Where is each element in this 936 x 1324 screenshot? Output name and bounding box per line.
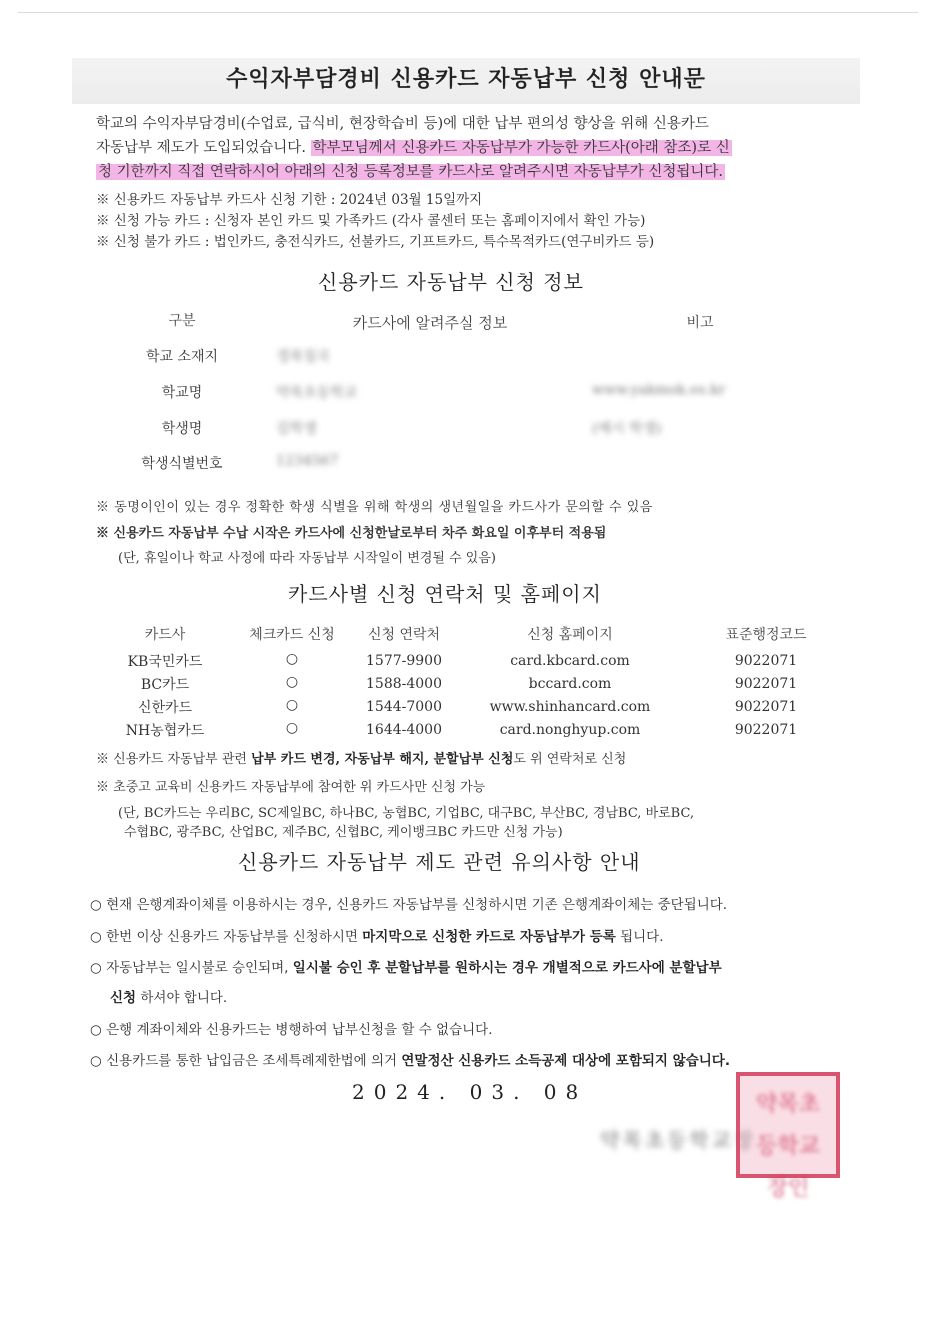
- note-same-name: ※ 동명이인이 있는 경우 정확한 학생 식별을 위해 학생의 생년월일을 카드사가 문의할 수 있음: [96, 500, 653, 515]
- card-row-code: 9022071: [734, 676, 798, 692]
- intro-highlight-2: 청 기한까지 직접 연락하시어 아래의 신청 등록정보를 카드사로 알려주시면 자동납부가 신청됩니다.: [98, 164, 723, 180]
- official-seal: [736, 1072, 840, 1201]
- card-row-homepage: bccard.com: [528, 676, 612, 692]
- note-card-change: [96, 748, 626, 767]
- card-row-code: 9022071: [734, 699, 798, 715]
- card-row-contact: 1588-4000: [366, 676, 442, 692]
- notice-item-2: [90, 925, 664, 945]
- info-value-school: 약목초등학교: [276, 385, 358, 401]
- card-row-contact: 1544-7000: [366, 699, 442, 715]
- notice-item-3: [90, 956, 722, 976]
- document-title: 수익자부담경비 신용카드 자동납부 신청 안내문: [226, 67, 706, 92]
- notice-item-5-a: ○ 신용카드를 통한 납입금은 조세특례제한법에 의거: [90, 1053, 402, 1069]
- card-row-homepage: card.nonghyup.com: [499, 722, 641, 738]
- notice-item-2-a: ○ 한번 이상 신용카드 자동납부를 신청하시면: [90, 929, 363, 945]
- card-row-company: BC카드: [140, 677, 190, 693]
- intro-line-3: [96, 160, 725, 184]
- notice-item-5: [90, 1049, 730, 1069]
- card-row-homepage: www.shinhancard.com: [489, 699, 651, 715]
- issue-date: 2024. 03. 08: [352, 1080, 588, 1104]
- info-label-school: 학교명: [161, 385, 203, 401]
- info-header-info: 카드사에 알려주실 정보: [352, 314, 508, 332]
- notice-item-4: ○ 은행 계좌이체와 신용카드는 병행하여 납부신청을 할 수 없습니다.: [90, 1022, 493, 1038]
- card-row-company: KB국민카드: [127, 654, 203, 670]
- card-header-code: 표준행정코드: [725, 627, 807, 643]
- note-card-change-c: 도 위 연락처로 신청: [513, 752, 627, 767]
- notice-item-3-d: 하셔야 합니다.: [136, 990, 228, 1006]
- card-header-homepage: 신청 홈페이지: [527, 627, 613, 643]
- notice-item-1: ○ 현재 은행계좌이체를 이용하시는 경우, 신용카드 자동납부를 신청하시면 기존 은행계좌이체는 중단됩니다.: [90, 897, 728, 913]
- note-deadline: ※ 신용카드 자동납부 카드사 신청 기한 : 2024년 03월 15일까지: [96, 192, 483, 208]
- signature-name: 약목초등학교장: [600, 1128, 757, 1152]
- card-row-check: ○: [285, 720, 299, 736]
- card-row-homepage: card.kbcard.com: [510, 653, 630, 669]
- info-remark-student: (예시 학생): [592, 421, 662, 437]
- intro-highlight-1: 학부모님께서 신용카드 자동납부가 가능한 카드사(아래 참조)로 신: [312, 140, 730, 156]
- card-header-contact: 신청 연락처: [367, 627, 441, 643]
- info-value-location: 경북칠곡: [276, 349, 331, 365]
- info-label-location: 학교 소재지: [145, 349, 219, 365]
- section3-heading: 신용카드 자동납부 제도 관련 유의사항 안내: [238, 850, 641, 874]
- info-label-student: 학생명: [161, 421, 203, 437]
- info-header-category: 구분: [168, 313, 196, 329]
- card-row-check: ○: [285, 697, 299, 713]
- info-label-student-id: 학생식별번호: [141, 456, 223, 472]
- card-row-check: ○: [285, 674, 299, 690]
- note-eligible-cards: ※ 신청 가능 카드 : 신청자 본인 카드 및 가족카드 (각사 콜센터 또는 홈페이지에서 확인 가능): [96, 213, 646, 229]
- intro-line-2: [96, 136, 732, 160]
- info-remark-school: www.yakmok.es.kr: [592, 382, 726, 398]
- card-row-contact: 1577-9900: [366, 653, 442, 669]
- intro-line-1: 학교의 수익자부담경비(수업료, 급식비, 현장학습비 등)에 대한 납부 편의성 향상을 위해 신용카드: [96, 116, 709, 132]
- notice-item-3-c: 신청: [110, 990, 137, 1006]
- card-row-contact: 1644-4000: [366, 722, 442, 738]
- card-row-code: 9022071: [734, 722, 798, 738]
- notice-item-3-cont: [110, 986, 227, 1006]
- card-row-check: ○: [285, 651, 299, 667]
- notice-item-3-a: ○ 자동납부는 일시불로 승인되며,: [90, 960, 293, 976]
- info-header-remark: 비고: [686, 315, 714, 331]
- section1-heading: 신용카드 자동납부 신청 정보: [318, 270, 584, 294]
- card-row-company: 신한카드: [137, 700, 193, 716]
- official-seal-text: 약목초등학교장인: [756, 1092, 820, 1201]
- note-participating-only: ※ 초중고 교육비 신용카드 자동납부에 참여한 위 카드사만 신청 가능: [96, 780, 486, 795]
- notice-item-2-b: 마지막으로 신청한 카드로 자동납부가 등록: [362, 929, 616, 945]
- intro-line-2-plain: 자동납부 제도가 도입되었습니다.: [96, 140, 311, 156]
- note-card-change-b: 납부 카드 변경, 자동납부 해지, 분할납부 신청: [251, 752, 514, 767]
- note-bc-list-1: (단, BC카드는 우리BC, SC제일BC, 하나BC, 농협BC, 기업BC, 대구BC, 부산BC, 경남BC, 바로BC,: [118, 806, 695, 821]
- notice-item-3-b: 일시불 승인 후 분할납부를 원하시는 경우 개별적으로 카드사에 분할납부: [292, 960, 722, 976]
- info-value-student: 김학생: [276, 421, 317, 437]
- card-header-company: 카드사: [144, 627, 186, 643]
- note-bc-list-2: 수협BC, 광주BC, 산업BC, 제주BC, 신협BC, 케이뱅크BC 카드만 신청 가능): [124, 825, 563, 840]
- note-card-change-a: ※ 신용카드 자동납부 관련: [96, 752, 252, 767]
- top-rule: [18, 12, 918, 13]
- card-row-company: NH농협카드: [125, 723, 205, 739]
- note-start-date: ※ 신용카드 자동납부 수납 시작은 카드사에 신청한날로부터 차주 화요일 이후부터 적용됨: [96, 526, 607, 541]
- card-row-code: 9022071: [734, 653, 798, 669]
- note-start-date-exception: (단, 휴일이나 학교 사정에 따라 자동납부 시작일이 변경될 수 있음): [118, 551, 496, 566]
- notice-item-5-b: 연말정산 신용카드 소득공제 대상에 포함되지 않습니다.: [401, 1053, 730, 1069]
- section2-heading: 카드사별 신청 연락처 및 홈페이지: [288, 582, 602, 606]
- note-ineligible-cards: ※ 신청 불가 카드 : 법인카드, 충전식카드, 선불카드, 기프트카드, 특수목적카드(연구비카드 등): [96, 234, 655, 250]
- card-header-check: 체크카드 신청: [249, 627, 335, 643]
- info-value-student-id: 1234567: [276, 453, 339, 469]
- notice-item-2-c: 됩니다.: [615, 929, 664, 945]
